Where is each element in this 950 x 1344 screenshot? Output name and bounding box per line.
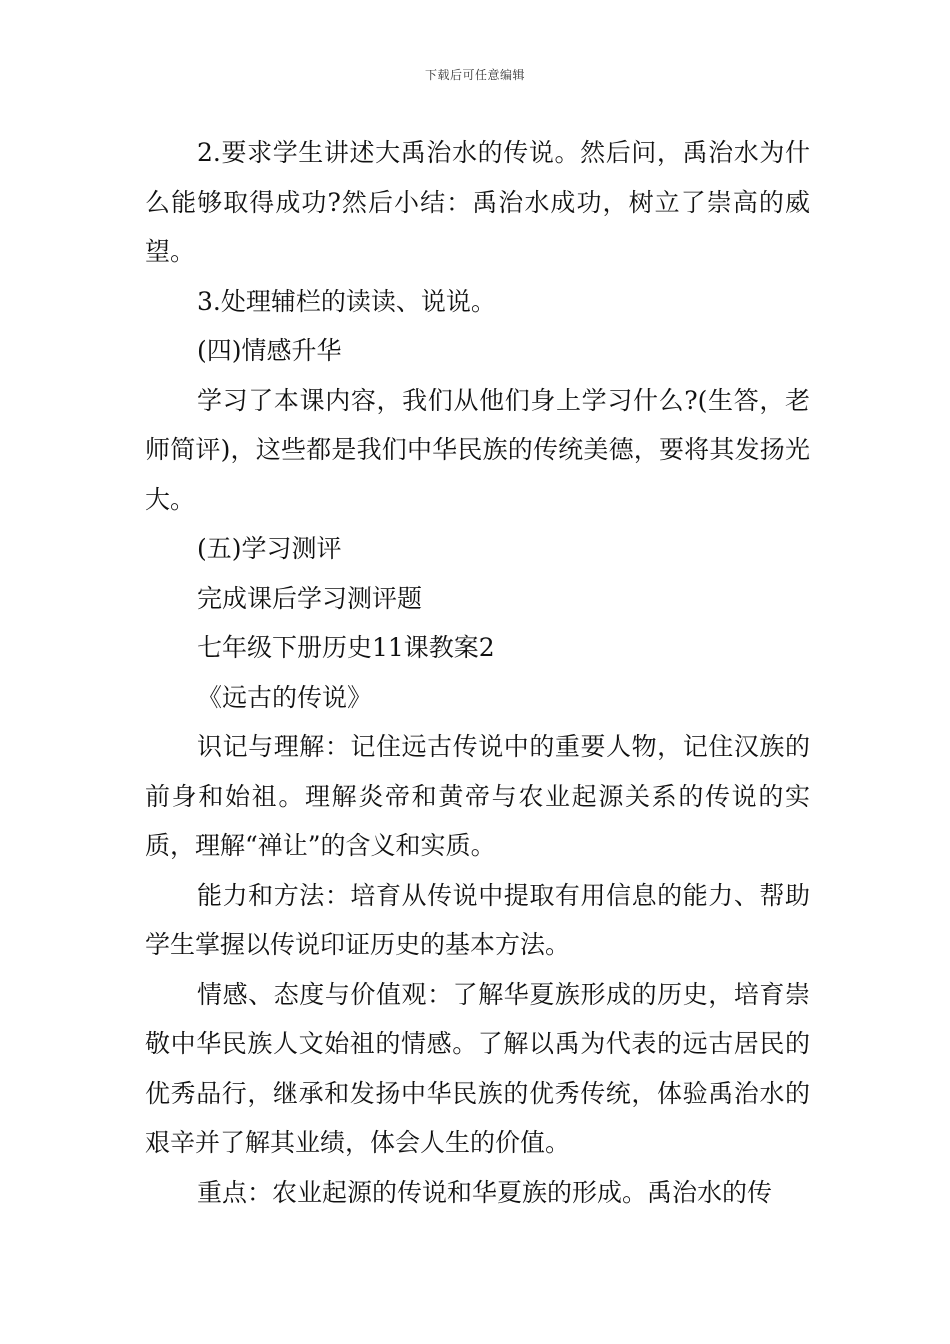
lesson-plan-title: 七年级下册历史11课教案2 [197,633,495,662]
paragraph-attitude-goal: 情感、态度与价值观：了解华夏族形成的历史，培育崇敬中华民族人文始祖的情感。了解以禹为代表的远古居民的优秀品行，继承和发扬中华民族的优秀传统，体验禹治水的艰辛并了解其业绩，体会人生的价值。 [145,979,810,1157]
document-body [145,128,810,1217]
paragraph-ability-goal: 能力和方法：培育从传说中提取有用信息的能力、帮助学生掌握以传说印证历史的基本方法。 [145,880,810,959]
section-heading-assessment: (五)学习测评 [197,534,342,563]
section-heading-emotion: (四)情感升华 [197,336,342,365]
lesson-subtitle: 《远古的传说》 [197,682,373,712]
paragraph-side-column: 3.处理辅栏的读读、说说。 [197,286,496,316]
paragraph-yu-flood-story: 2.要求学生讲述大禹治水的传说。然后问，禹治水为什么能够取得成功?然后小结：禹治水成功，树立了崇高的威望。 [145,138,810,266]
paragraph-key-points: 重点：农业起源的传说和华夏族的形成。禹治水的传 [197,1177,773,1207]
paragraph-learning-virtues: 学习了本课内容，我们从他们身上学习什么?(生答，老师简评)，这些都是我们中华民族的传统美德，要将其发扬光大。 [145,385,810,514]
paragraph-assessment-task: 完成课后学习测评题 [197,583,423,613]
page-header-note: 下载后可任意编辑 [424,68,525,82]
paragraph-knowledge-goal: 识记与理解：记住远古传说中的重要人物，记住汉族的前身和始祖。理解炎帝和黄帝与农业起源关系的传说的实质，理解“禅让”的含义和实质。 [145,732,810,860]
